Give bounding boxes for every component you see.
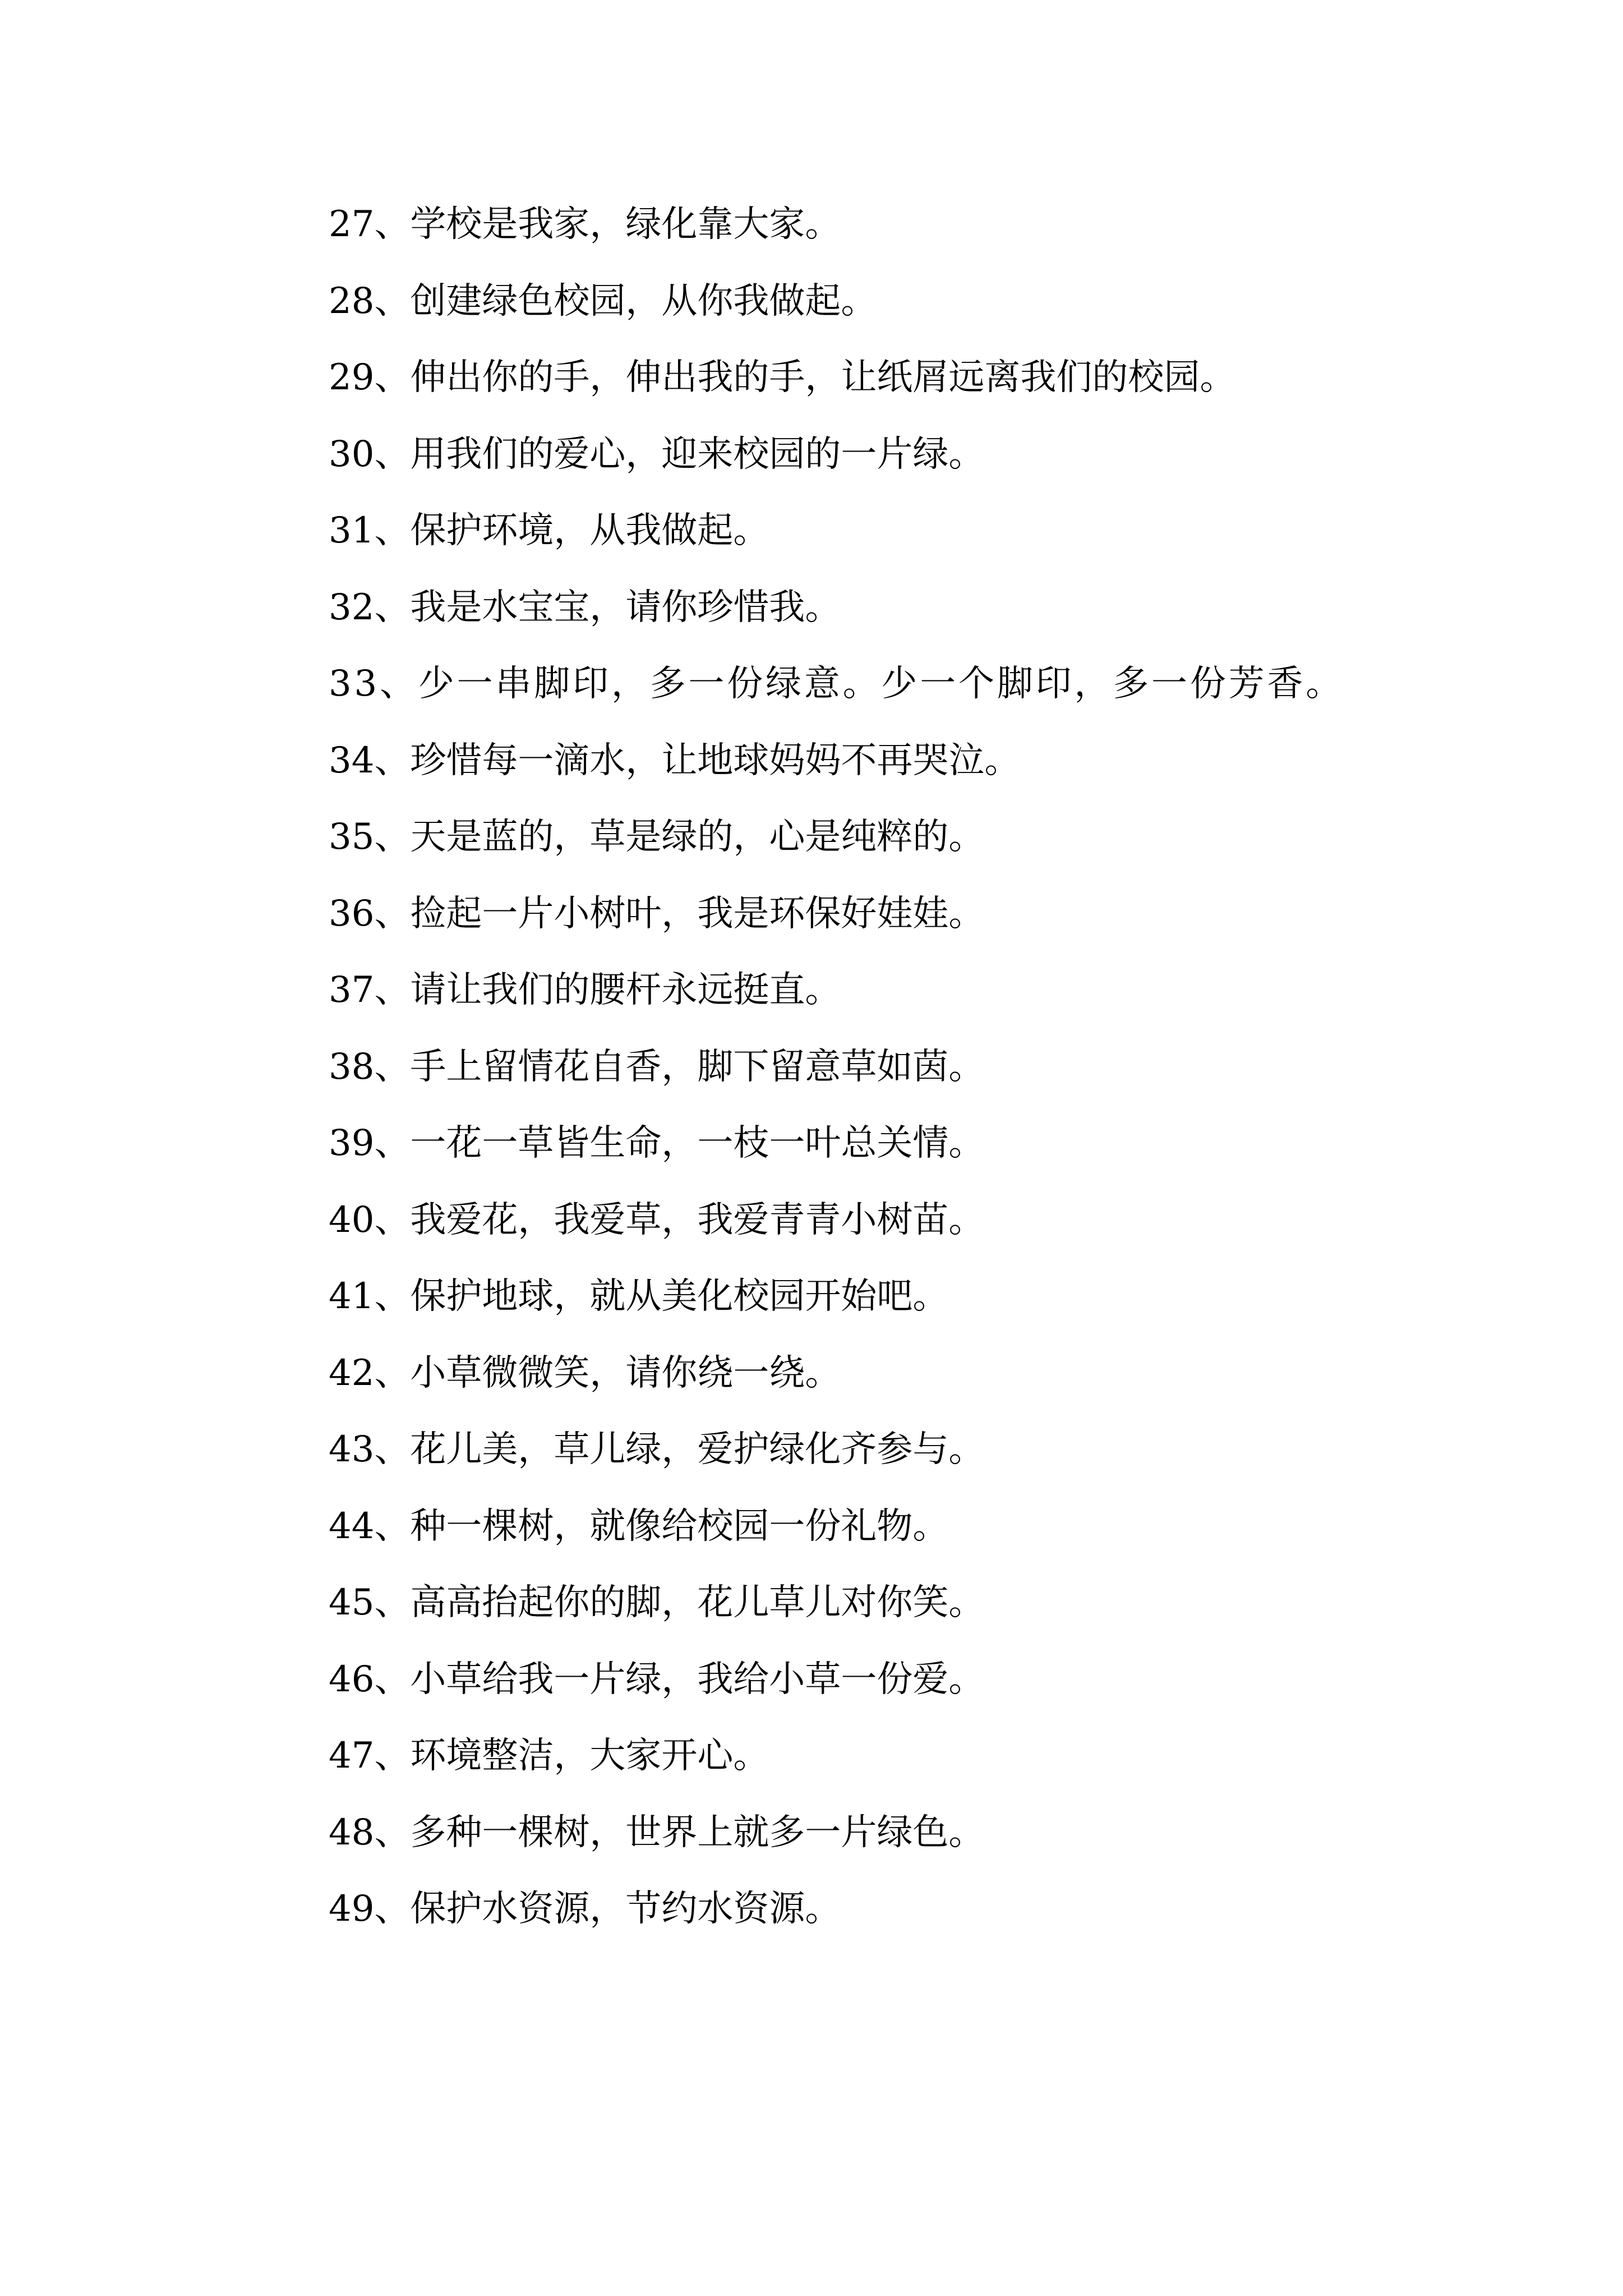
slogan-line: 49、保护水资源，节约水资源。 xyxy=(329,1888,841,1930)
slogan-line: 46、小草给我一片绿，我给小草一份爱。 xyxy=(329,1658,985,1700)
slogan-line: 43、花儿美，草儿绿，爱护绿化齐参与。 xyxy=(329,1429,985,1470)
slogan-line: 32、我是水宝宝，请你珍惜我。 xyxy=(329,586,841,628)
slogan-list xyxy=(245,186,1389,1948)
slogan-line: 45、高高抬起你的脚，花儿草儿对你笑。 xyxy=(329,1582,985,1623)
slogan-line: 44、种一棵树，就像给校园一份礼物。 xyxy=(329,1505,949,1547)
slogan-line: 33、少一串脚印，多一份绿意。少一个脚印，多一份芳香。 xyxy=(329,663,1345,705)
slogan-line: 47、环境整洁，大家开心。 xyxy=(329,1735,769,1777)
slogan-line: 29、伸出你的手，伸出我的手，让纸屑远离我们的校园。 xyxy=(329,357,1236,398)
slogan-line: 35、天是蓝的，草是绿的，心是纯粹的。 xyxy=(329,816,985,858)
slogan-line: 39、一花一草皆生命，一枝一叶总关情。 xyxy=(329,1122,985,1164)
slogan-line: 37、请让我们的腰杆永远挺直。 xyxy=(329,969,841,1011)
slogan-line: 42、小草微微笑，请你绕一绕。 xyxy=(329,1352,841,1394)
slogan-line: 34、珍惜每一滴水，让地球妈妈不再哭泣。 xyxy=(329,739,1021,781)
slogan-line: 36、捡起一片小树叶，我是环保好娃娃。 xyxy=(329,892,985,935)
slogan-line: 27、学校是我家，绿化靠大家。 xyxy=(329,204,841,245)
slogan-line: 48、多种一棵树，世界上就多一片绿色。 xyxy=(329,1811,985,1853)
slogan-line: 28、创建绿色校园，从你我做起。 xyxy=(329,280,877,322)
slogan-line: 31、保护环境，从我做起。 xyxy=(329,510,769,551)
slogan-line: 30、用我们的爱心，迎来校园的一片绿。 xyxy=(329,433,985,475)
slogan-line: 40、我爱花，我爱草，我爱青青小树苗。 xyxy=(329,1199,985,1241)
slogan-line: 41、保护地球，就从美化校园开始吧。 xyxy=(329,1276,949,1317)
slogan-line: 38、手上留情花自香，脚下留意草如茵。 xyxy=(329,1046,985,1088)
